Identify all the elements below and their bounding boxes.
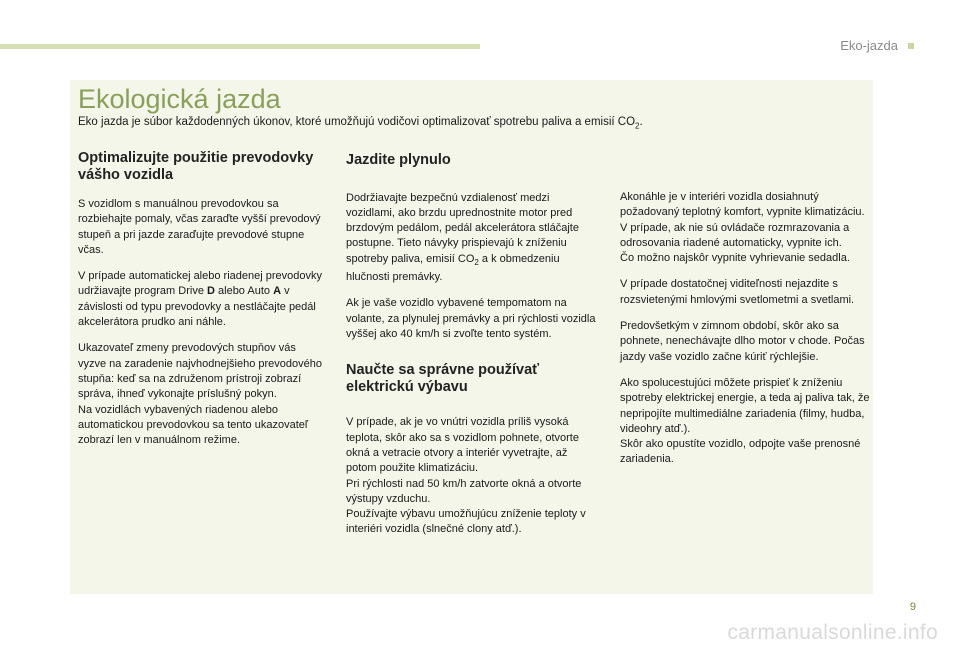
page-title: Ekologická jazda <box>78 84 281 114</box>
paragraph-automatic: V prípade automatickej alebo riadenej prevodovky udržiavajte program Drive D alebo Auto A v závislosti od typu prevodovky a nestláčajte pedál akcelerátora prudko ani náhle. <box>78 270 322 329</box>
page-number: 9 <box>909 601 916 613</box>
intro-text: Eko jazda je súbor každodenných úkonov, ktoré umožňujú vodičovi optimalizovať spotrebu paliva a emisií $CO_2$. <box>78 116 643 131</box>
paragraph-passenger: Ako spolucestujúci môžete prispieť k zníženiu spotreby elektrickej energie, a teda aj paliva tak, že nepripojíte multimediálne zariadenia (filmy, hudba, videohry atď.). Skôr ako opustíte vozidlo, odpojte vaše prenosné zariadenia. <box>620 376 870 466</box>
heading-electrical-equipment: Naučte sa správne používať elektrickú výbavu <box>346 362 540 395</box>
paragraph-ventilation: V prípade, ak je vo vnútri vozidla príliš vysoká teplota, skôr ako sa s vozidlom pohnete, otvorte okná a vetracie otvory a interiér vyvetrajte, až potom použite klimatizáciu. Pri rýchlosti nad 50 km/h zatvorte okná a otvorte výstupy vzduchu. Používajte výbavu umožňujúcu zníženie teploty v interiéri vozidla (slnečné clony atď.). <box>346 416 586 536</box>
section-name: Eko-jazda <box>840 38 898 53</box>
paragraph-cruise-control: Ak je vaše vozidlo vybavené tempomatom na volante, za plynulej premávky a pri rýchlosti vozidla vyššej ako 40 km/h si zvoľte tento systém. <box>346 297 596 341</box>
paragraph-gear-indicator: Ukazovateľ zmeny prevodových stupňov vás vyzve na zaradenie najvhodnejšieho prevodového stupňa: keď sa na združenom prístroji zobrazí správa, ihneď vykonajte príslušný pokyn. Na vozidlách vybavených riadenou alebo automatickou prevodovkou sa tento ukazovateľ zobrazí len v manuálnom režime. <box>78 342 323 447</box>
section-marker-icon <box>908 43 914 49</box>
column-equipment-cont <box>620 190 870 479</box>
column-gearbox <box>78 150 322 459</box>
paragraph-winter: Predovšetkým v zimnom období, skôr ako sa pohnete, nenechávajte dlho motor v chode. Počas jazdy vaše vozidlo začne kúriť rýchlejšie. <box>620 320 865 363</box>
watermark: carmanualsonline.info <box>727 621 938 644</box>
paragraph-distance: Dodržiavajte bezpečnú vzdialenosť medzi vozidlami, ako brzdu uprednostnite motor pred brzdovým pedálom, pedál akcelerátora stláčajte postupne. Tieto návyky prispievajú k zníženiu spotreby paliva, emisií $CO_2$ a k obmedzeniu hlučnosti premávky. <box>346 191 579 284</box>
column-driving <box>346 150 596 549</box>
paragraph-air-conditioning: Akonáhle je v interiéri vozidla dosiahnutý požadovaný teplotný komfort, vypnite klimatizáciu. V prípade, ak nie sú ovládače rozmrazovania a odrosovania riadené automaticky, vypnite ich. Čo možno najskôr vypnite vyhrievanie sedadla. <box>620 191 865 265</box>
heading-gearbox: Optimalizujte použitie prevodovky vášho vozidla <box>78 150 314 183</box>
heading-smooth-driving: Jazdite plynulo <box>346 152 451 168</box>
paragraph-fog-lights: V prípade dostatočnej viditeľnosti nejazdite s rozsvietenými hmlovými svetlometmi a svetlami. <box>620 278 855 306</box>
header-accent-bar <box>0 44 480 49</box>
paragraph-manual: S vozidlom s manuálnou prevodovkou sa rozbiehajte pomaly, včas zaraďte vyšší prevodový stupeň a pri jazde zaraďujte prevodové stupne včas. <box>78 198 321 256</box>
